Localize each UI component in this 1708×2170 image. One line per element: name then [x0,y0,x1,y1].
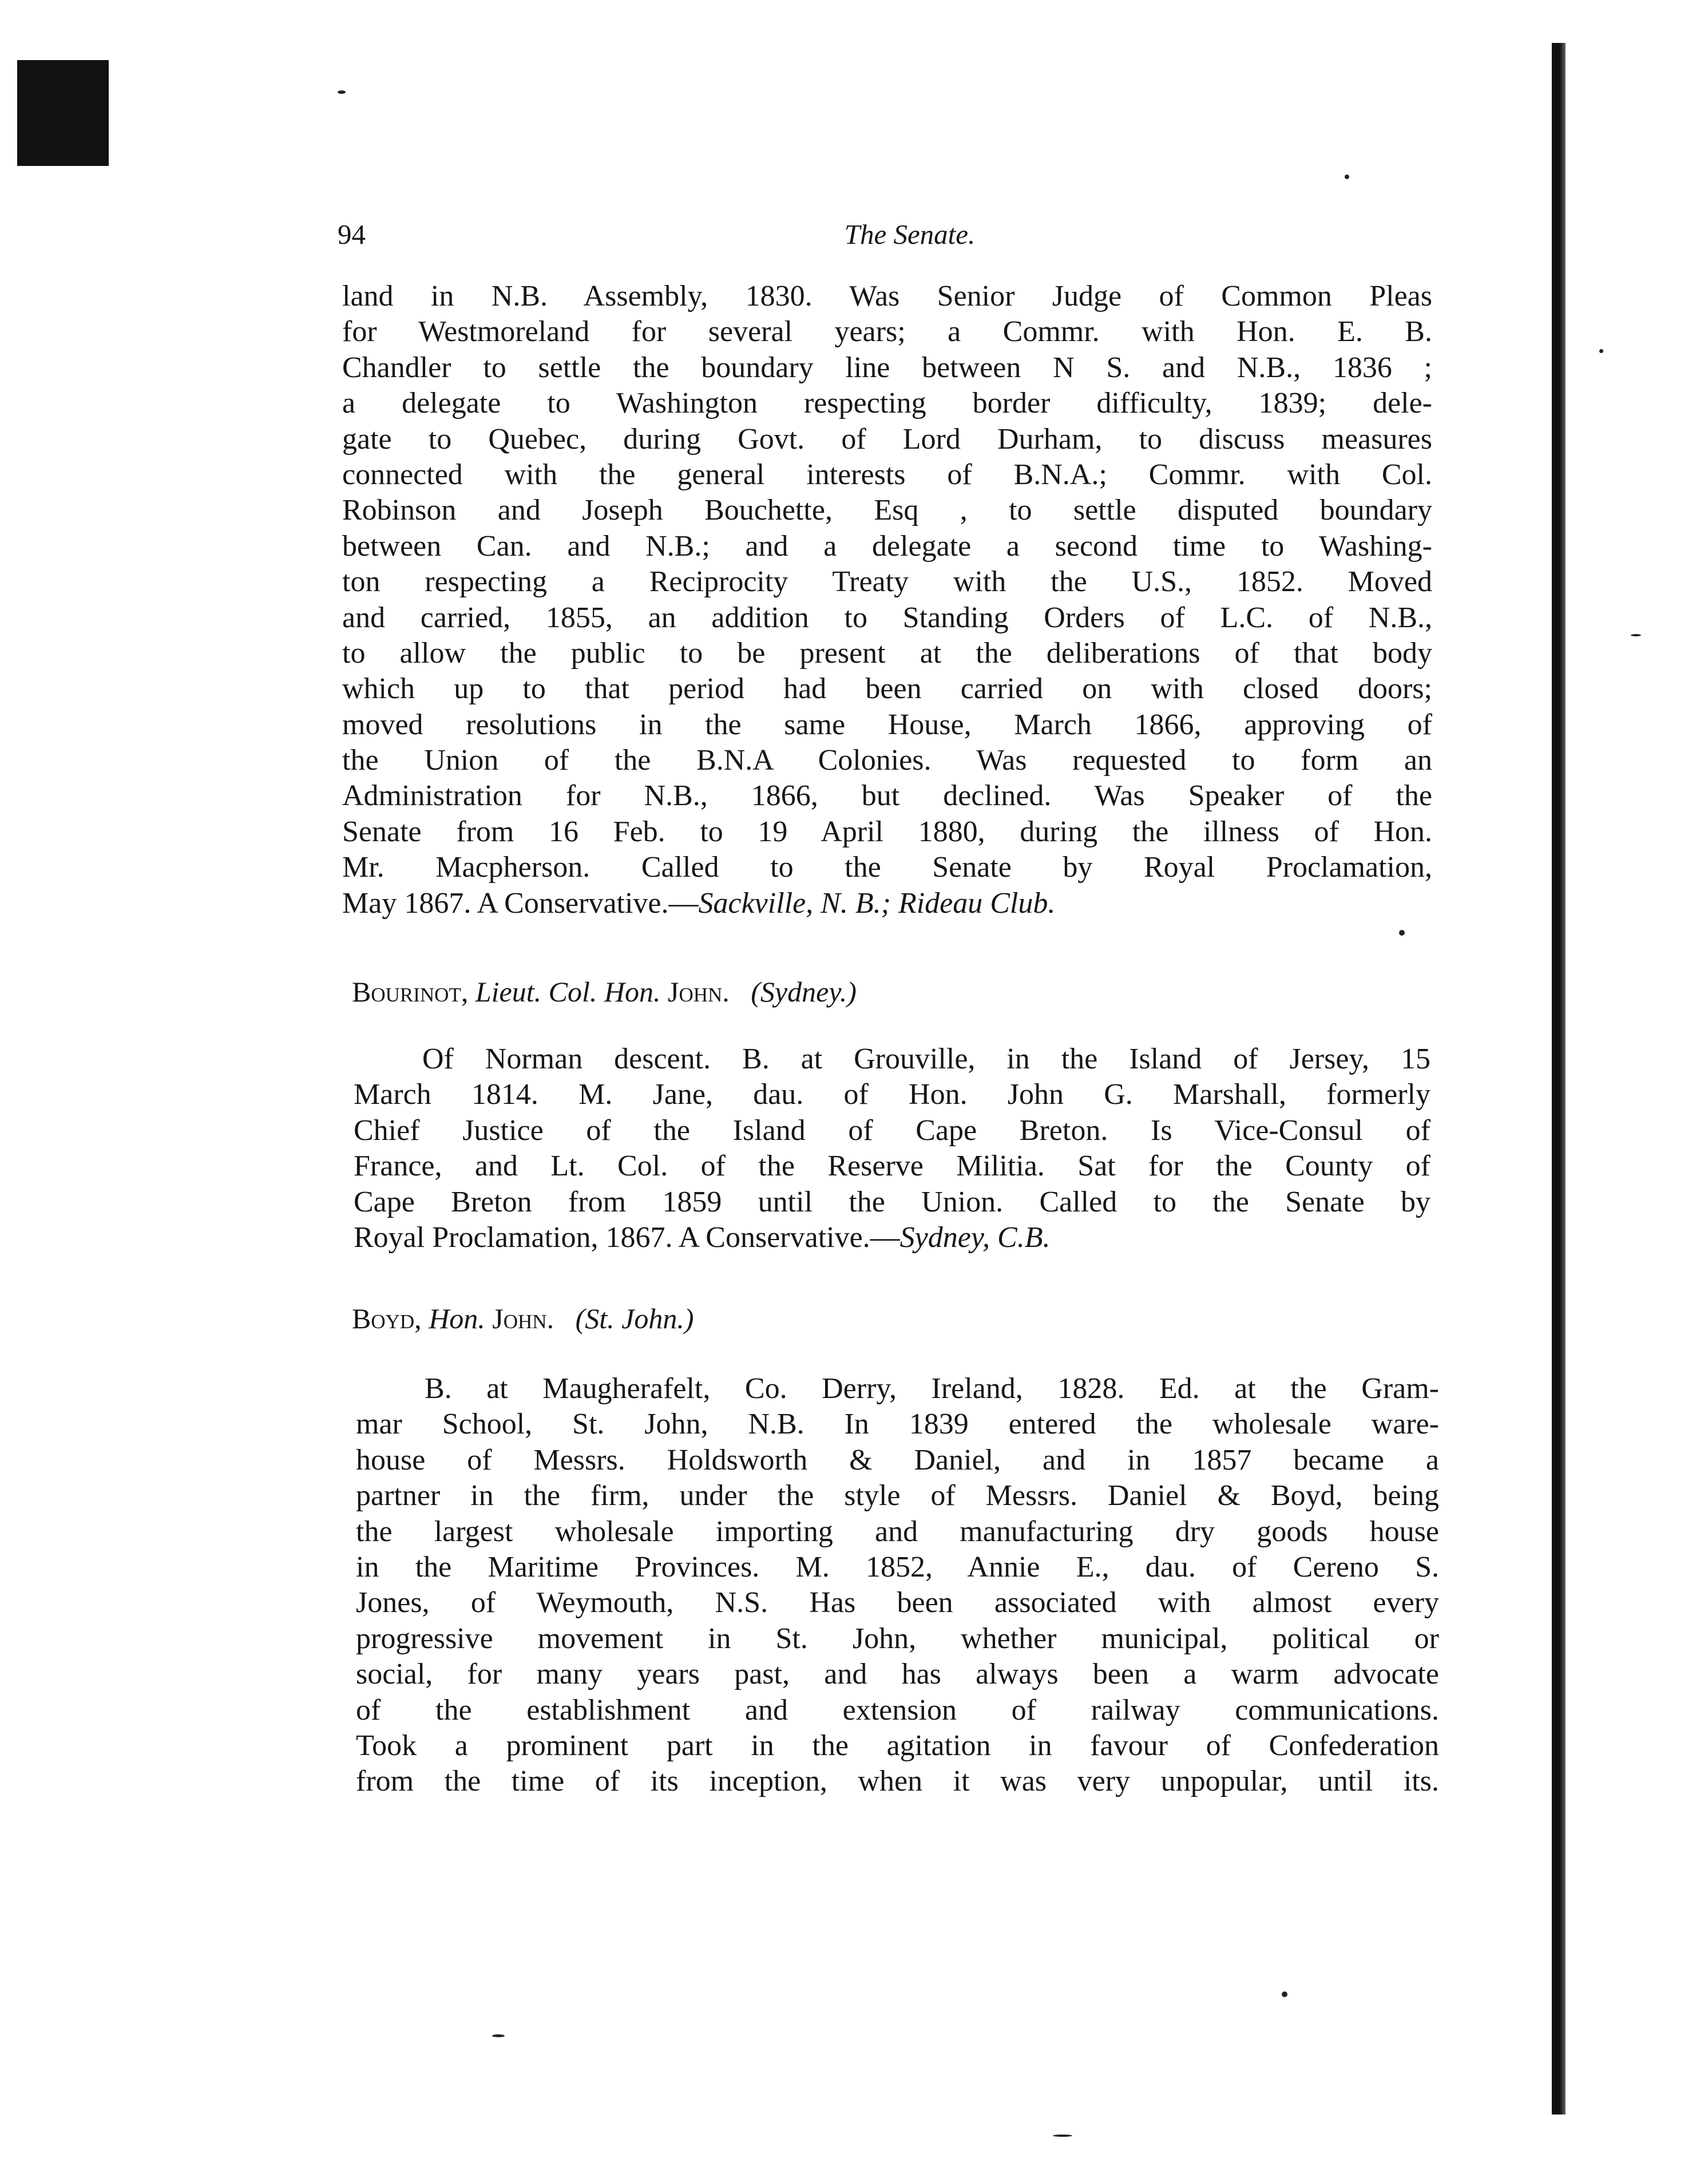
running-title: The Senate. [844,219,976,250]
text-line: Robinson and Joseph Bouchette, Esq , to settle disputed boundary [342,494,1432,527]
scan-speck [1053,2135,1072,2137]
entry-heading-bourinot [352,974,857,1009]
scan-speck [338,90,346,94]
entry-bourinot-paragraph [354,1042,1430,1256]
scan-edge-mark-right [1552,43,1566,2114]
text-line-final [342,886,1432,921]
text-line: Mr. Macpherson. Called to the Senate by Royal Proclamation, [342,851,1432,884]
surname: Bourinot, [352,976,469,1008]
text-line: between Can. and N.B.; and a delegate a second time to Washing- [342,529,1432,563]
text-line: France, and Lt. Col. of the Reserve Militia. Sat for the County of [354,1150,1430,1183]
entry-boyd-paragraph [356,1371,1439,1800]
text-line: Of Norman descent. B. at Grouville, in the Island of Jersey, 15 [422,1043,1430,1075]
text-line: and carried, 1855, an addition to Standing Orders of L.C. of N.B., [342,601,1432,634]
scan-speck [1282,1991,1287,1997]
text-line: from the time of its inception, when it was very unpopular, until its. [356,1765,1439,1798]
text-line: house of Messrs. Holdsworth & Daniel, and in 1857 became a [356,1443,1439,1476]
text-line: progressive movement in St. John, whether municipal, political or [356,1622,1439,1655]
scan-edge-mark-left [17,60,109,166]
entry-continued-paragraph [342,279,1432,921]
text-line: Chief Justice of the Island of Cape Breton. Is Vice-Consul of [354,1114,1430,1147]
text-line: B. at Maugherafelt, Co. Derry, Ireland, 1828. Ed. at the Gram- [425,1372,1439,1405]
text-line: Cape Breton from 1859 until the Union. Called to the Senate by [354,1185,1430,1218]
text-plain: May 1867. A Conservative.— [342,886,699,920]
division: (St. John.) [575,1302,694,1335]
text-line: partner in the firm, under the style of Messrs. Daniel & Boyd, being [356,1479,1439,1512]
honorific: Hon. [429,1302,485,1335]
scan-speck [1345,175,1349,179]
text-line: in the Maritime Provinces. M. 1852, Annie E., dau. of Cereno S. [356,1550,1439,1583]
text-line: land in N.B. Assembly, 1830. Was Senior Judge of Common Pleas [342,280,1432,312]
scan-speck [1399,930,1405,936]
text-plain: Royal Proclamation, 1867. A Conservative.— [354,1221,900,1254]
text-line: a delegate to Washington respecting border difficulty, 1839; dele- [342,387,1432,420]
surname: Boyd, [352,1302,422,1335]
text-line: Chandler to settle the boundary line between N S. and N.B., 1836 ; [342,351,1432,384]
text-line: March 1814. M. Jane, dau. of Hon. John G. Marshall, formerly [354,1078,1430,1111]
division: (Sydney.) [751,976,857,1008]
text-line: for Westmoreland for several years; a Commr. with Hon. E. B. [342,315,1432,349]
given-name: John. [492,1302,554,1335]
given-name: John. [667,976,730,1008]
scan-speck [1631,634,1641,636]
scan-speck [492,2034,505,2037]
text-line: the Union of the B.N.A Colonies. Was requested to form an [342,744,1432,777]
residence-italic: Sydney, C.B. [899,1221,1051,1254]
text-line: to allow the public to be present at the deliberations of that body [342,636,1432,670]
text-line: Administration for N.B., 1866, but declined. Was Speaker of the [342,779,1432,813]
text-line: Took a prominent part in the agitation in favour of Confederation [356,1729,1439,1762]
text-line: of the establishment and extension of railway communications. [356,1693,1439,1727]
entry-heading-boyd [352,1301,693,1336]
honorific: Lieut. Col. Hon. [475,976,661,1008]
text-line-final [354,1220,1430,1256]
running-head [338,212,1482,258]
text-line: connected with the general interests of B.N.A.; Commr. with Col. [342,458,1432,491]
text-line: which up to that period had been carried on with closed doors; [342,672,1432,706]
page-number: 94 [338,219,366,250]
text-line: gate to Quebec, during Govt. of Lord Durham, to discuss measures [342,422,1432,456]
text-line: mar School, St. John, N.B. In 1839 entered the wholesale ware- [356,1408,1439,1441]
text-line: Senate from 16 Feb. to 19 April 1880, during the illness of Hon. [342,815,1432,848]
residence-italic: Sackville, N. B.; Rideau Club. [698,886,1056,920]
text-line: the largest wholesale importing and manufacturing dry goods house [356,1515,1439,1548]
text-line: moved resolutions in the same House, March 1866, approving of [342,708,1432,741]
text-line: social, for many years past, and has always been a warm advocate [356,1658,1439,1691]
scan-speck [1599,349,1603,353]
text-line: ton respecting a Reciprocity Treaty with the U.S., 1852. Moved [342,565,1432,599]
text-line: Jones, of Weymouth, N.S. Has been associated with almost every [356,1586,1439,1619]
